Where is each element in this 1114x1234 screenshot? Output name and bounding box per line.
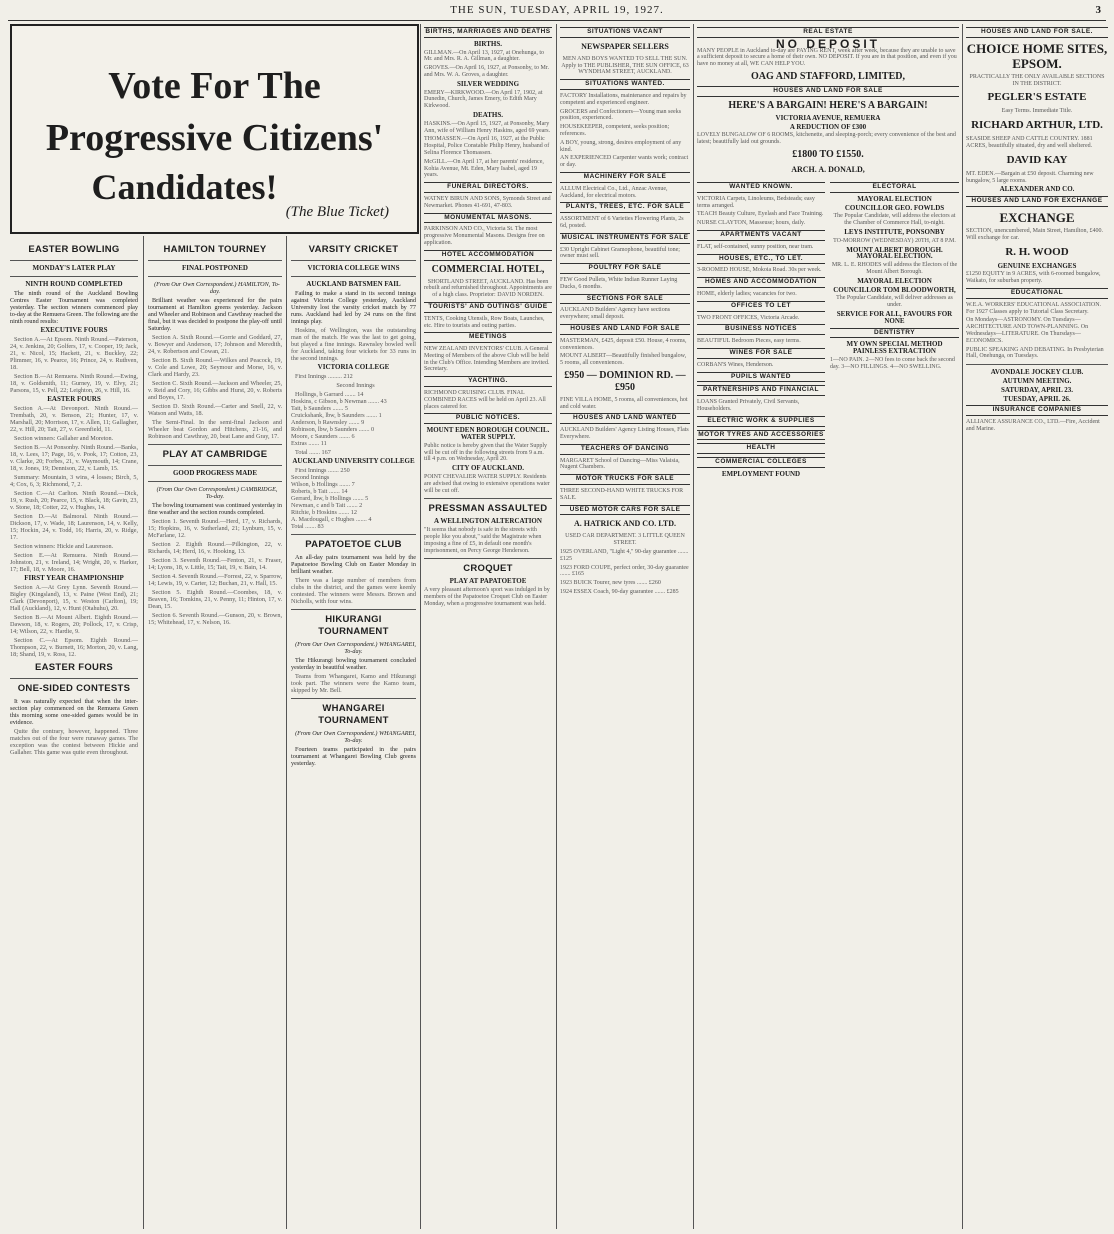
headline-pressman: PRESSMAN ASSAULTED — [428, 503, 548, 515]
section-bar: APARTMENTS VACANT — [697, 230, 825, 241]
subhead-deaths: DEATHS. — [472, 110, 504, 119]
column-easter-bowling: EASTER BOWLING MONDAY'S LATER PLAY NINTH ROUND COMPLETED The ninth round of the Auckland Bowling Centres Easter Tournament was completed yesterday. The section winners commenced play to-day at the Remuera Green. The following are the ninth round results: EXECUTIVE FOURS Section A.—At Epsom. Ninth Round.—Paterson, 24, v. Jenkins, 20; Golfers, 17, v. Cooper, 19; Jack, 21, v. Nicol, 15; Hackett, 21, v. Buckley, 22; Plimmer, 16, v. Pearce, 16; Prince, 24, v. Ruthven, 18. Section B.—At Remuera. Ninth Round.—Ewing, 18, v. Goldsmith, 11; Gurney, 19, v. Elvy, 21; Parsons, 15, v. Pell, 22; Leighton, 26, v. Hill, 16. EASTER FOURS Section A.—At Devonport. Ninth Round.—Trembath, 20, v. Benson, 21; Hunter, 17, v. Marshall, 20; Morrison, 17, v. Allen, 11; Gallagher, 22, v. Hill, 20; Tait, 27, v. Greenfield, 11. Section winners: Gallaher and Moreton. Section B.—At Ponsonby. Ninth Round.—Banks, 18, v. Lees, 17; Page, 16, v. Pook, 17; Cotton, 23, v. Clarke, 20; Forbes, 21, v. Waymouth, 14; Crane, 18, v. Jones, 19; Dennison, 22, v. Lamb, 15. Summary: Mountain, 3 wins, 4 losses; Birch, 5, 4; Cox, 6, 3; Richmond, 7, 2. Section C.—At Carlton. Ninth Round.—Dick, 19, v. Rush, 20; Pearce, 15, v. Black, 18; Gavin, 23, v. Stone, 18; Cotter, 22, v. Hughes, 14. Section D.—At Balmoral. Ninth Round.—Dickson, 17, v. Wade, 18; Laurenson, 14, v. Kelly, 15; Hockin, 24, v. Todd, 16; Harris, 20, v. Ridge, 17. Section winners: Hickie and Laurenson. Section E.—At Remuera. Ninth Round.—Johnston, 21, v. Ireland, 14; Wright, 20, v. Harker, 17; Bell, 18, v. Moore, 16. FIRST YEAR CHAMPIONSHIP Section A.—At Grey Lynn. Seventh Round.—Bigley (Kingsland), 13, v. Paine (West End), 21; Clark (Devonport), 15, v. Weston (Carlton), 19; Hall (Auckland), 12, v. Hunt (Otahuhu), 20. Section B.—At Mount Albert. Eighth Round.—Dawson, 18, v. Rogers, 20; Pollock, 17, v. Crisp, 14; Wilson, 22, v. Hardie, 9. Section C.—At Epsom. Eighth Round.—Thompson, 22, v. Burnett, 16; Morton, 20, v. Lang, 18; Shand, 19, v. Ross, 12. EASTER FOURS ONE-SIDED CONTESTS It was naturally expected that when the inter-section play commenced on the Remuera Green this morning some one-sided games would be in evidence. Quite the contrary, however, happened. Three matches out of the four were runaway games. The exception was the contest between Hickie and Gallaher. This game was quite even throughout. — [10, 244, 138, 756]
section-bar: HOUSES AND LAND WANTED — [560, 413, 690, 424]
subhead-batsmen-fail: AUCKLAND BATSMEN FAIL — [306, 280, 401, 288]
employment-found: EMPLOYMENT FOUND — [721, 469, 801, 478]
painless-extraction: MY OWN SPECIAL METHOD PAINLESS EXTRACTION — [846, 340, 943, 356]
subhead-final-postponed: FINAL POSTPONED — [182, 264, 248, 272]
price-reduced: £1800 TO £1550. — [792, 148, 864, 160]
subhead-wellington: A WELLINGTON ALTERCATION — [434, 517, 542, 526]
service-slogan: SERVICE FOR ALL, FAVOURS FOR NONE — [836, 309, 953, 325]
column-real-estate: REAL ESTATE NO DEPOSIT MANY PEOPLE in Auckland to-day are PAYING RENT, week after week, because they are unable to save a sufficient deposit to secure a home of their own. NO DEPOSIT. If you are in that position, and even if you have no money at all, WE CAN HELP YOU. OAG AND STAFFORD, LIMITED, HOUSES AND LAND FOR SALE HERE'S A BARGAIN! HERE'S A BARGAIN! VICTORIA AVENUE, REMUERA A REDUCTION OF £300 LOVELY BUNGALOW OF 6 ROOMS, kitchenette, and sleeping-porch; every convenience of the best and latest; beautifully laid out grounds. £1800 TO £1550. ARCH. A. DONALD, WANTED KNOWN. VICTORIA Carpets, Linoleums, Bedsteads; easy terms arranged. TEACH Beauty Culture, Eyelash and Face Training. NURSE CLAYTON, Masseuse; hours, daily. APARTMENTS VACANT FLAT, self-contained, sunny position, near tram. HOUSES, ETC., TO LET. 3-ROOMED HOUSE, Mokoia Road. 30s per week. HOMES AND ACCOMMODATION HOME, elderly ladies; vacancies for two. OFFICES TO LET TWO FRONT OFFICES, Victoria Arcade. BUSINESS NOTICES BEAUTIFUL Bedroom Pieces, easy terms. WINES FOR SALE CORBAN'S Wines, Henderson. PUPILS WANTED PARTNERSHIPS AND FINANCIAL LOANS Granted Privately, Civil Servants, Householders. ELECTRIC WORK & SUPPLIES MOTOR TYRES AND ACCESSORIES HEALTH COMMERCIAL COLLEGES EMPLOYMENT FOUND ELECTORAL MAYORAL ELECTION COUNCILLOR GEO. FOWLDS The Popular Candidate, will address the electors at the Chamber of Commerce Hall, to-night. LEYS INSTITUTE, PONSONBY TO-MORROW (WEDNESDAY) 20TH, AT 8 P.M. MOUNT ALBERT BOROUGH. MAYORAL ELECTION. MR. L. E. RHODES will address the Electors of the Mount Albert Borough. MAYORAL ELECTION COUNCILLOR TOM BLOODWORTH, The Popular Candidate, will deliver addresses as under. SERVICE FOR ALL, FAVOURS FOR NONE DENTISTRY MY OWN SPECIAL METHOD PAINLESS EXTRACTION 1—NO PAIN. 2—NO fees to come back the second day. 3—NO FILLINGS. 4—NO SWELLING. — [697, 28, 958, 478]
leys-institute: LEYS INSTITUTE, PONSONBY — [844, 227, 945, 236]
headline-easter-bowling: EASTER BOWLING — [28, 244, 120, 255]
section-bar: YACHTING. — [424, 376, 552, 387]
section-bar: TEACHERS OF DANCING — [560, 444, 690, 455]
scoreboard-auckland: AUCKLAND UNIVERSITY COLLEGE — [292, 457, 415, 465]
agent-donald: ARCH. A. DONALD, — [791, 164, 865, 174]
section-bar: HOUSES AND LAND FOR SALE. — [966, 27, 1108, 38]
subhead-silver-wedding: SILVER WEDDING — [456, 79, 520, 88]
autumn-meeting: AUTUMN MEETING. — [1002, 376, 1072, 385]
column-rule — [556, 24, 557, 1229]
column-situations: SITUATIONS VACANT NEWSPAPER SELLERS MEN AND BOYS WANTED TO SELL THE SUN. Apply to THE PUBLISHER, THE SUN OFFICE, 63 WYNDHAM STREET, AUCKLAND. SITUATIONS WANTED. FACTORY Installations, maintenance and repairs by competent and experienced engineer. GROCERS and Confectioners—Young man seeks position, experienced. HOUSEKEEPER, competent, seeks position; references. A BOY, young, strong, desires employment of any kind. AN EXPERIENCED Carpenter wants work; contract or day. MACHINERY FOR SALE ALLUM Electrical Co., Ltd., Anzac Avenue, Auckland, for electrical motors. PLANTS, TREES, ETC. FOR SALE ASSORTMENT of 6 Varieties Flowering Plants, 2s 6d, posted. MUSICAL INSTRUMENTS FOR SALE £30 Upright Cabinet Gramophone, beautiful tone; owner must sell. POULTRY FOR SALE FEW Good Pullets, White Indian Runner Laying Ducks, 6 months. SECTIONS FOR SALE AUCKLAND Builders' Agency have sections everywhere; small deposit. HOUSES AND LAND FOR SALE MASTERMAN, £425, deposit £50. House, 4 rooms, conveniences. MOUNT ALBERT—Beautifully finished bungalow, 5 rooms, all conveniences. £950 — DOMINION RD. — £950 FINE VILLA HOME, 5 rooms, all conveniences, hot and cold water. HOUSES AND LAND WANTED AUCKLAND Builders' Agency Listing Houses, Flats Everywhere. TEACHERS OF DANCING MARGARET School of Dancing—Miss Valaisia, Nugent Chambers. MOTOR TRUCKS FOR SALE THREE SECOND-HAND WHITE TRUCKS FOR SALE. USED MOTOR CARS FOR SALE A. HATRICK AND CO. LTD. USED CAR DEPARTMENT. 3 LITTLE QUEEN STREET. 1925 OVERLAND, "Light 4," 90-day guarantee ....... £125 1923 FORD COUPE, perfect order, 30-day guarantee ....... £165 1923 BUICK Tourer, new tyres ....... £260 1924 ESSEX Coach, 90-day guarantee ....... £285 — [560, 28, 689, 596]
section-bar: COMMERCIAL COLLEGES — [697, 457, 825, 468]
section-bar: WINES FOR SALE — [697, 348, 825, 359]
hatrick-advert: A. HATRICK AND CO. LTD. — [573, 519, 676, 529]
section-bar: WANTED KNOWN. — [697, 182, 825, 193]
election-advert — [10, 24, 419, 234]
bargain-heading: HERE'S A BARGAIN! HERE'S A BARGAIN! — [728, 99, 928, 111]
richard-arthur: RICHARD ARTHUR, LTD. — [971, 119, 1103, 132]
column-right: HOUSES AND LAND FOR SALE. CHOICE HOME SITES, EPSOM. PRACTICALLY THE ONLY AVAILABLE SECTIONS IN THE DISTRICT. PEGLER'S ESTATE Easy Terms. Immediate Title. RICHARD ARTHUR, LTD. SEASIDE SHEEP AND CATTLE COUNTRY. 1881 ACRES, beautifully situated, dry and well sheltered. DAVID KAY MT. EDEN.—Bargain at £50 deposit. Charming new bungalow, 5 large rooms. ALEXANDER AND CO. HOUSES AND LAND FOR EXCHANGE EXCHANGE SECTION, unencumbered, Main Street, Hamilton, £400. Will exchange for car. R. H. WOOD GENUINE EXCHANGES £1250 EQUITY in 9 ACRES, with 6-roomed bungalow, Waikato, for suburban property. EDUCATIONAL W.E.A. WORKERS' EDUCATIONAL ASSOCIATION. For 1927 Classes apply to Tutorial Class Secretary. On Mondays—ASTRONOMY. On Tuesdays—ARCHITECTURE AND TOWN-PLANNING. On Wednesdays—LITERATURE. On Thursdays—ECONOMICS. PUBLIC SPEAKING AND DEBATING. In Presbyterian Hall, Onehunga, on Tuesdays. AVONDALE JOCKEY CLUB. AUTUMN MEETING. SATURDAY, APRIL 23. TUESDAY, APRIL 26. INSURANCE COMPANIES ALLIANCE ASSURANCE CO., LTD.—Fire, Accident and Marine. — [966, 28, 1108, 432]
article-body: Brilliant weather was experienced for the pairs tournament at Hamilton greens yesterday. Jackson and Wheeler and Robinson and Cawthray reached the final, but it was decided to postpone the play-off until Saturday. — [148, 297, 282, 332]
scoreboard-label: First Innings — [295, 373, 327, 380]
r-h-wood: R. H. WOOD — [1005, 245, 1069, 258]
section-bar: INSURANCE COMPANIES — [966, 405, 1108, 416]
masthead-title: THE SUN, TUESDAY, APRIL 19, 1927. — [450, 4, 664, 16]
section-bar: REAL ESTATE — [697, 27, 959, 38]
advert-tagline: (The Blue Ticket) — [285, 204, 389, 220]
commercial-hotel: COMMERCIAL HOTEL, — [431, 263, 545, 275]
section-bar: PLANTS, TREES, ETC. FOR SALE — [560, 202, 690, 213]
headline-croquet: CROQUET — [463, 563, 513, 575]
section-bar: ELECTORAL — [830, 182, 959, 193]
city-notice: CITY OF AUCKLAND. — [451, 464, 524, 473]
headline-hikurangi: HIKURANGI TOURNAMENT — [318, 614, 389, 637]
article-body: Fourteen teams participated in the pairs tournament at Whangarei Bowling Club greens yesterday. — [291, 746, 416, 767]
section-bar: EDUCATIONAL — [966, 288, 1108, 299]
headline-hamilton: HAMILTON TOURNEY — [163, 244, 267, 255]
exchange-heading: EXCHANGE — [999, 209, 1075, 225]
section-bar: FUNERAL DIRECTORS. — [424, 182, 552, 193]
section-bar: SECTIONS FOR SALE — [560, 294, 690, 305]
section-bar: PUBLIC NOTICES. — [424, 413, 552, 424]
page-number: 3 — [1095, 4, 1102, 16]
alexander-co: ALEXANDER AND CO. — [999, 185, 1075, 194]
section-bar: USED MOTOR CARS FOR SALE — [560, 505, 690, 516]
headline-papatoetoe: PAPATOETOE CLUB — [305, 539, 402, 550]
section-bar: BUSINESS NOTICES — [697, 324, 825, 335]
column-rule — [420, 24, 421, 1229]
section-bar: HOUSES AND LAND FOR SALE — [697, 86, 959, 97]
article-body: The bowling tournament was continued yesterday in fine weather and the section rounds completed. — [148, 502, 282, 516]
section-bar: PUPILS WANTED — [697, 372, 825, 383]
oag-stafford: OAG AND STAFFORD, LIMITED, — [751, 70, 905, 82]
mount-albert-election: MOUNT ALBERT BOROUGH. MAYORAL ELECTION. — [846, 245, 943, 261]
byline: (From Our Own Correspondent.) HAMILTON, To-day. — [154, 281, 280, 295]
reduction: A REDUCTION OF £300 — [789, 122, 867, 131]
peglers-estate: PEGLER'S ESTATE — [987, 91, 1087, 104]
section-bar: MOTOR TYRES AND ACCESSORIES — [697, 430, 825, 441]
byline: (From Our Own Correspondent.) WHANGAREI, To-day. — [295, 641, 416, 655]
column-rule — [693, 24, 694, 1229]
article-body: Failing to make a stand in its second innings against Victoria College yesterday, Auckland University lost the varsity cricket match by 77 runs. Auckland had led by 24 runs on the first innings play. — [291, 290, 416, 325]
section-bar: SITUATIONS VACANT — [560, 27, 690, 38]
choice-home-sites: CHOICE HOME SITES, EPSOM. — [966, 40, 1108, 71]
subhead-good-progress: GOOD PROGRESS MADE — [172, 469, 257, 477]
scoreboard-label: Second Innings — [336, 382, 375, 389]
avondale-jockey: AVONDALE JOCKEY CLUB. — [990, 368, 1084, 377]
byline: (From Our Own Correspondent.) CAMBRIDGE, To-day. — [156, 486, 278, 500]
candidate-bloodworth: COUNCILLOR TOM BLOODWORTH, — [833, 285, 956, 294]
section-bar: MUSICAL INSTRUMENTS FOR SALE — [560, 233, 690, 244]
price-advert: £950 — DOMINION RD. — £950 — [564, 369, 686, 393]
race-date-tue: TUESDAY, APRIL 26. — [1003, 394, 1071, 403]
advert-line-2: Progressive Citizens' — [45, 117, 384, 159]
headline-easter-fours: EASTER FOURS — [34, 662, 114, 673]
newspaper-sellers: NEWSPAPER SELLERS — [581, 41, 669, 51]
subhead-later-play: MONDAY'S LATER PLAY — [32, 264, 116, 272]
section-bar: HOUSES, ETC., TO LET. — [697, 254, 825, 265]
no-deposit-heading: NO DEPOSIT — [775, 36, 880, 51]
section-bar: HOMES AND ACCOMMODATION — [697, 277, 825, 288]
column-cricket: VARSITY CRICKET VICTORIA COLLEGE WINS AUCKLAND BATSMEN FAIL Failing to make a stand in its second innings against Victoria College yesterday, Auckland University lost the varsity cricket match by 77 runs. Auckland had led by 24 runs on the first innings play. Hoskins, of Wellington, was the outstanding man of the match. He was the last to get going, but played a fine innings. Rawnsley bowled well for Auckland, taking four wickets for 33 runs in the second innings. VICTORIA COLLEGE First Innings ......... 212 Second Innings Hollings, b Garrard ....... 14 Hoskins, c Gibson, b Newman ....... 43 Tait, b Saunders ....... 5 Cruickshank, lbw, b Saunders ....... 1 Anderson, b Rawnsley ....... 9 Robinson, lbw, b Saunders ....... 0 Moore, c Saunders ....... 6 Extras ....... 11 Total ....... 167 AUCKLAND UNIVERSITY COLLEGE First Innings ....... 250 Second Innings Wilson, b Hollings ....... 7 Roberts, b Tait ....... 14 Gerrard, lbw, b Hollings ....... 5 Newman, c and b Tait ....... 2 Ritchie, b Hoskins ....... 12 A. Macdougall, c Hughes ....... 4 Total ....... 83 PAPATOETOE CLUB An all-day pairs tournament was held by the Papatoetoe Bowling Club on Easter Monday in brilliant weather. There was a large number of members from clubs in the district, and the games were keenly contested. The winners were Messrs. Brown and Nicholls, with four wins. HIKURANGI TOURNAMENT (From Our Own Correspondent.) WHANGAREI, To-day. The Hikurangi bowling tournament concluded yesterday in beautiful weather. Teams from Whangarei, Kamo and Hikurangi took part. The winners were the Kamo team, skipped by Mr. Bell. WHANGAREI TOURNAMENT (From Our Own Correspondent.) WHANGAREI, To-day. Fourteen teams participated in the pairs tournament at Whangarei Bowling Club greens yesterday. — [291, 244, 416, 767]
headline-one-sided: ONE-SIDED CONTESTS — [17, 683, 131, 694]
subhead-first-year: FIRST YEAR CHAMPIONSHIP — [24, 574, 124, 582]
section-bar: HEALTH — [697, 443, 825, 454]
subhead-victoria-wins: VICTORIA COLLEGE WINS — [307, 264, 400, 272]
headline-whangarei: WHANGAREI TOURNAMENT — [318, 703, 389, 726]
section-bar: HOTEL ACCOMMODATION — [424, 250, 552, 261]
candidate-fowlds: COUNCILLOR GEO. FOWLDS — [844, 203, 945, 212]
section-bar: MONUMENTAL MASONS. — [424, 213, 552, 224]
subhead-croquet: PLAY AT PAPATOETOE — [449, 577, 527, 586]
water-notice: MOUNT EDEN BOROUGH COUNCIL. WATER SUPPLY. — [426, 426, 550, 442]
section-bar: TOURISTS' AND OUTINGS' GUIDE — [424, 302, 552, 313]
masthead — [8, 4, 1106, 21]
section-bar: MACHINERY FOR SALE — [560, 172, 690, 183]
article-body: The Hikurangi bowling tournament concluded yesterday in beautiful weather. — [291, 657, 416, 671]
section-bar: PARTNERSHIPS AND FINANCIAL — [697, 385, 825, 396]
byline: (From Our Own Correspondent.) WHANGAREI, To-day. — [295, 730, 416, 744]
scoreboard-victoria: VICTORIA COLLEGE — [317, 363, 390, 371]
section-bar: DENTISTRY — [830, 328, 959, 339]
subhead-executive-fours: EXECUTIVE FOURS — [40, 326, 108, 334]
column-notices: BIRTHS, MARRIAGES AND DEATHS BIRTHS. GILLMAN.—On April 13, 1927, at Onehunga, to Mr. and Mrs. R. A. Gillman, a daughter. GROVES.—On April 16, 1927, at Ponsonby, to Mr. and Mrs. W. A. Groves, a daughter. SILVER WEDDING EMERY—KIRKWOOD.—On April 17, 1902, at Dunedin, Church, James Emery, to Edith Mary Kirkwood. DEATHS. HASKINS.—On April 15, 1927, at Ponsonby, Mary Ann, wife of William Henry Haskins, aged 69 years. THOMASSEN.—On April 16, 1927, at the Public Hospital, Police Constable Philip Henry, husband of Selina Florence Thomassen. McGILL.—On April 17, at her parents' residence, Kohia Avenue, Mt. Eden, Mary Isabel, aged 19 years. FUNERAL DIRECTORS. WATNEY BIRUN AND SONS, Symonds Street and Newmarket. Phones 41-691, 47-803. MONUMENTAL MASONS. PARKINSON AND CO., Victoria St. The most progressive Monumental Masons. Designs free on application. HOTEL ACCOMMODATION COMMERCIAL HOTEL, SHORTLAND STREET, AUCKLAND. Has been rebuilt and refurnished throughout. Appointments are of a high class. Proprietor: DAVID NORDEN. TOURISTS' AND OUTINGS' GUIDE TENTS, Cooking Utensils, Row Boats, Launches, etc. Hire to tourists and outing parties. MEETINGS NEW ZEALAND INVENTORS' CLUB. A General Meeting of Members of the above Club will be held in the Club's Office. Intending Members are invited. Secretary. YACHTING. RICHMOND CRUISING CLUB. FINAL COMBINED RACES will be held on April 23. All places catered for. PUBLIC NOTICES. MOUNT EDEN BOROUGH COUNCIL. WATER SUPPLY. Public notice is hereby given that the Water Supply will be cut off in the following streets from 9 a.m. till 4 p.m. on Wednesday, April 20. CITY OF AUCKLAND. POINT CHEVALIER WATER SUPPLY. Residents are advised that owing to extensive operations water will be cut off. PRESSMAN ASSAULTED A WELLINGTON ALTERCATION "It seems that nobody is safe in the streets with people like you about," said the Magistrate when imposing a fine of £5, in default one month's imprisonment, on Percy George Henderson. CROQUET PLAY AT PAPATOETOE A very pleasant afternoon's sport was indulged in by members of the Papatoetoe Croquet Club on Easter Monday, when a progressive tournament was held. — [424, 28, 552, 607]
section-bar: ELECTRIC WORK & SUPPLIES — [697, 416, 825, 427]
subhead-ninth-round: NINTH ROUND COMPLETED — [25, 280, 123, 288]
race-date-sat: SATURDAY, APRIL 23. — [1000, 385, 1074, 394]
subhead-easter-fours: EASTER FOURS — [47, 395, 101, 403]
section-bar: OFFICES TO LET — [697, 301, 825, 312]
subhead-births: BIRTHS. — [474, 39, 502, 48]
section-bar: MOTOR TRUCKS FOR SALE — [560, 474, 690, 485]
david-kay: DAVID KAY — [1006, 153, 1068, 166]
section-bar: HOUSES AND LAND FOR EXCHANGE — [966, 196, 1108, 207]
column-rule — [286, 236, 287, 1229]
column-rule — [143, 236, 144, 1229]
scoreboard-label: Total — [295, 449, 308, 456]
headline-varsity-cricket: VARSITY CRICKET — [308, 244, 399, 255]
article-body: It was naturally expected that when the inter-section play commenced on the Remuera Green this morning some one-sided games would be in evidence. — [10, 698, 138, 726]
column-rule — [962, 24, 963, 1229]
mayoral-election: MAYORAL ELECTION — [857, 194, 932, 203]
section-bar: HOUSES AND LAND FOR SALE — [560, 324, 690, 335]
section-bar: MEETINGS — [424, 332, 552, 343]
advert-line-3: Candidates! — [91, 167, 278, 207]
section-bar: SITUATIONS WANTED. — [560, 79, 690, 90]
column-hamilton: HAMILTON TOURNEY FINAL POSTPONED (From Our Own Correspondent.) HAMILTON, To-day. Brilliant weather was experienced for the pairs tournament at Hamilton greens yesterday. Jackson and Wheeler and Robinson and Cawthray reached the final, but it was decided to postpone the play-off until Saturday. Section A. Sixth Round.—Gorrie and Goddard, 27, v. Bowyer and Anderson, 17; Johnson and Meredith, 24, v. Robertson and Cowan, 21. Section B. Sixth Round.—Wilkes and Peacock, 19, v. Cole and Lowe, 20; Seymour and Morse, 16, v. Clark and Hardy, 23. Section C. Sixth Round.—Jackson and Wheeler, 25, v. Reid and Cory, 16; Gibbs and Hurst, 20, v. Roberts and Boyes, 17. Section D. Sixth Round.—Carter and Snell, 22, v. Watson and Watts, 18. The Semi-Final. In the semi-final Jackson and Wheeler beat Gordon and Hitchens, 21-16, and Robinson and Cawthray, 20, beat Lane and Gray, 17. PLAY AT CAMBRIDGE GOOD PROGRESS MADE (From Our Own Correspondent.) CAMBRIDGE, To-day. The bowling tournament was continued yesterday in fine weather and the section rounds completed. Section 1. Seventh Round.—Herd, 17, v. Richards, 15; Hopkins, 16, v. Sutherland, 21; Lynburn, 15, v. McFarlane, 12. Section 2. Eighth Round.—Pilkington, 22, v. Richards, 14; Herd, 16, v. Hooking, 13. Section 3. Seventh Round.—Fenton, 21, v. Fraser, 14; Lyons, 18, v. Little, 15; Tait, 19, v. Bain, 14. Section 4. Seventh Round.—Forrest, 22, v. Sparrow, 14; Lewis, 19, v. Carter, 12; Buchan, 21, v. Hall, 15. Section 5. Eighth Round.—Coombes, 18, v. Beaven, 16; Tomkins, 21, v. Penny, 11; Hinton, 17, v. Dean, 15. Section 6. Seventh Round.—Gunson, 20, v. Brown, 15; Whitehead, 17, v. Nelson, 16. — [148, 244, 282, 626]
advert-line-1: Vote For The — [108, 65, 321, 107]
section-bar: POULTRY FOR SALE — [560, 263, 690, 274]
article-body: The ninth round of the Auckland Bowling Centres Easter Tournament was completed yesterday. The section winners commenced play to-day at the Remuera Green. The following are the ninth round results: — [10, 290, 138, 325]
section-bar: BIRTHS, MARRIAGES AND DEATHS — [424, 27, 552, 38]
mayoral-election-2: MAYORAL ELECTION — [857, 276, 932, 285]
headline-cambridge: PLAY AT CAMBRIDGE — [162, 449, 268, 460]
article-body: An all-day pairs tournament was held by the Papatoetoe Bowling Club on Easter Monday in brilliant weather. — [291, 554, 416, 575]
genuine-exchanges: GENUINE EXCHANGES — [997, 261, 1077, 270]
victoria-avenue: VICTORIA AVENUE, REMUERA — [775, 113, 881, 122]
